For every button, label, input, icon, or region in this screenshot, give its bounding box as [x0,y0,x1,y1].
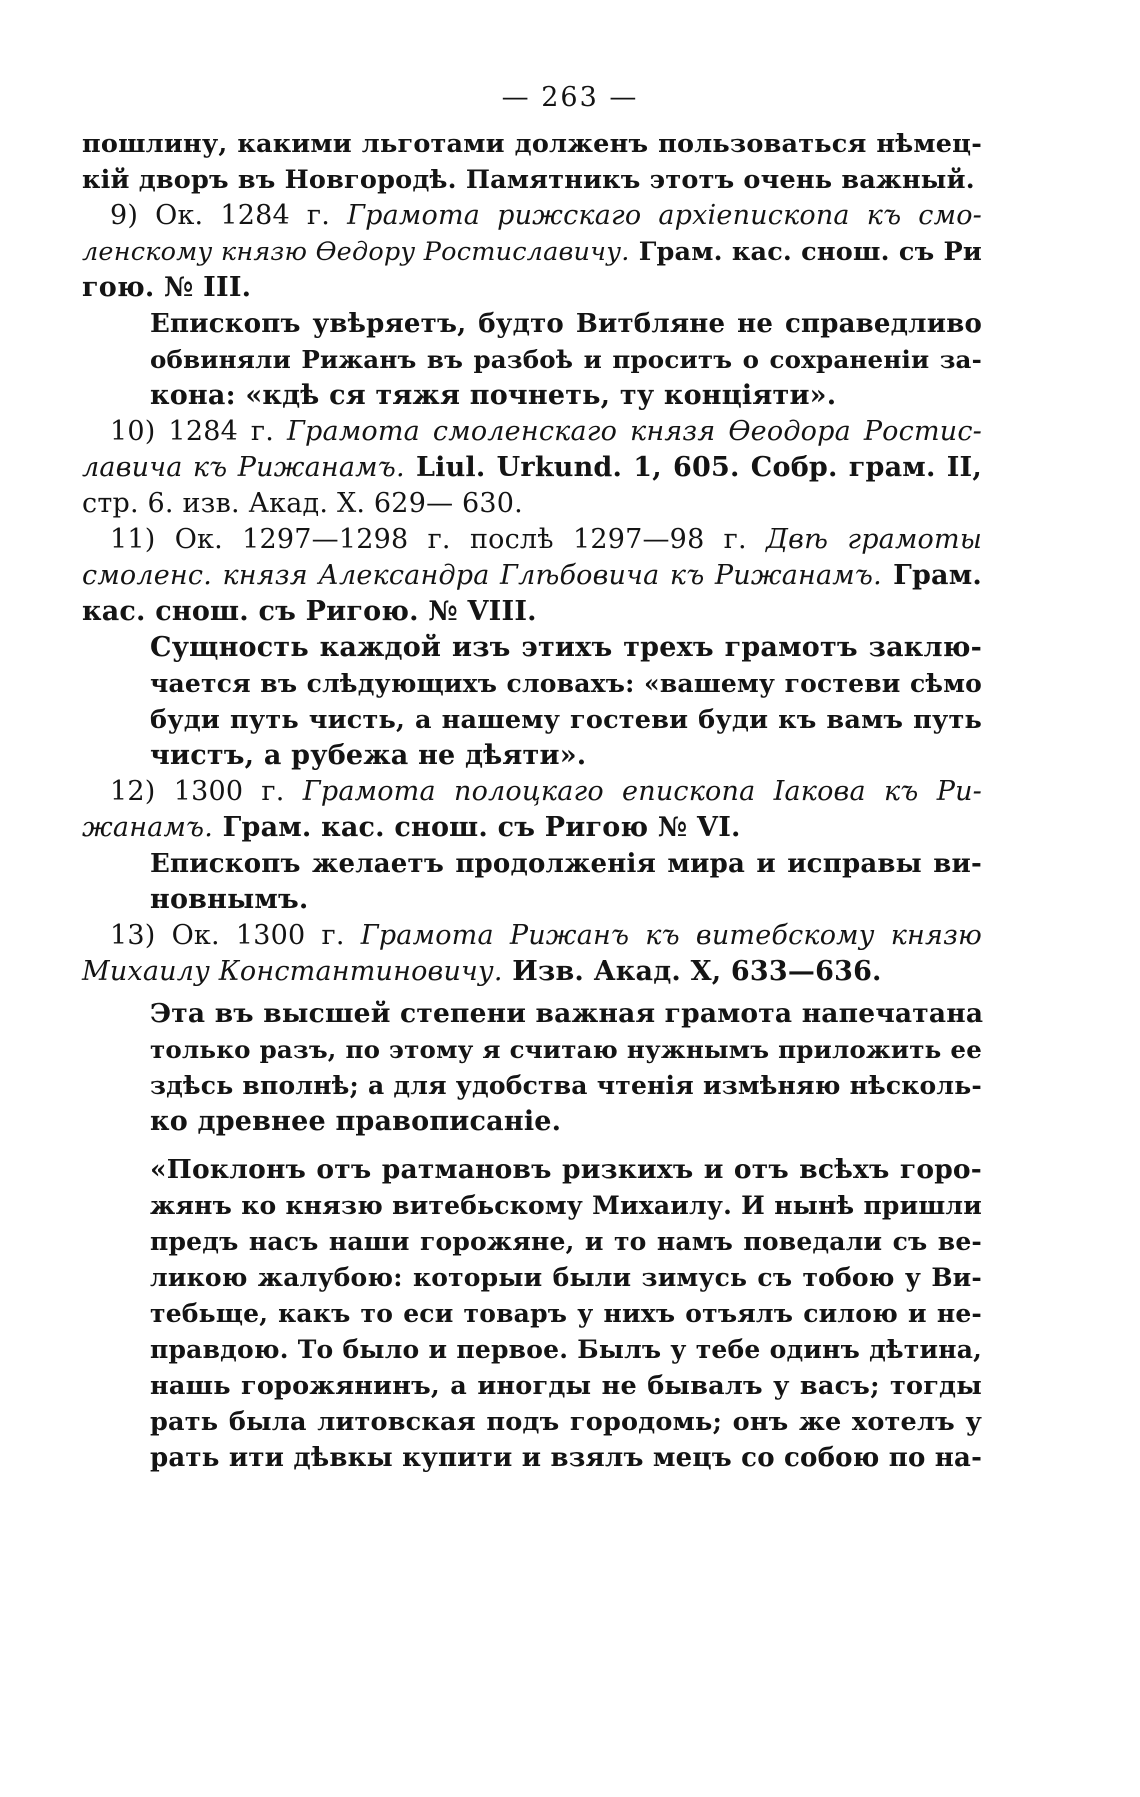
entry-number: 13) Ок. 1300 г. [110,920,361,951]
entry-line [110,414,982,450]
text-line: здѣсь вполнѣ; а для удобства чтенія измѣняю нѣсколь- [150,1071,982,1100]
entry-number: 12) 1300 г. [110,776,303,807]
quote-line: «Поклонъ отъ ратмановъ ризкихъ и отъ всѣхъ горо- [150,1154,982,1185]
text-line: Эта въ высшей степени важная грамота напечатана [150,998,984,1029]
quote-line: предъ насъ наши горожяне, и то намъ поведали съ ве- [150,1227,982,1256]
text-line: гою. № III. [82,272,252,303]
text-line: новнымъ. [150,884,309,915]
entry-line [82,450,982,486]
entry-line [82,234,982,270]
entry-line [110,198,982,234]
entry-title: смоленс. князя Александра Глѣбовича къ Рижанамъ. [82,560,882,591]
entry-title: лавича къ Рижанамъ. [82,452,405,483]
text-line: кас. снош. съ Ригою. № VIII. [82,596,537,627]
quote-line: жянъ ко князю витебьскому Михаилу. И нынѣ пришли [150,1191,982,1220]
entry-source: Liul. Urkund. 1, 605. Собр. грам. II, [404,452,982,483]
text-line: Епископъ желаетъ продолженія мира и исправы ви- [150,849,982,879]
text-line: только разъ, по этому я считаю нужнымъ приложить ее [150,1035,982,1064]
text-line: чается въ слѣдующихъ словахъ: «вашему гостеви сѣмо [150,669,982,698]
entry-title: Грамота рижскаго архіепископа къ смо- [347,200,982,231]
quote-line: правдою. То было и первое. Былъ у тебе одинъ дѣтина, [150,1335,982,1364]
entry-line [82,810,982,846]
text-line: кона: «кдѣ ся тяжя почнеть, ту конціяти». [150,380,837,411]
entry-title: Грамота смоленскаго князя Ѳеодора Ростис- [286,416,982,447]
quote-line: тебьще, какъ то еси товаръ у нихъ отъялъ силою и не- [150,1299,982,1328]
entry-title: Двѣ грамоты [766,524,983,555]
entry-title: Грамота Рижанъ къ витебскому князю [360,920,982,951]
text-line: Епископъ увѣряетъ, будто Витбляне не справедливо [150,309,982,339]
entry-source: Изв. Акад. X, 633—636. [502,956,882,987]
entry-number: 10) 1284 г. [110,416,287,447]
entry-title: жанамъ. [82,812,214,843]
page-number: — 263 — [501,82,639,113]
entry-number: 9) Ок. 1284 г. [110,200,348,231]
entry-source: Грам. кас. снош. съ Ригою № VI. [213,812,741,843]
quote-line: рать ити дѣвкы купити и взялъ мецъ со собою по на- [150,1443,983,1473]
entry-source: Грам. [881,560,982,591]
entry-title: Грамота полоцкаго епископа Іакова къ Ри- [302,776,982,807]
text-line: ко древнее правописаніе. [150,1106,562,1137]
text-line: буди путь чисть, а нашему гостеви буди къ вамъ путь [150,705,982,735]
quote-line: нашь горожянинъ, а иногды не бывалъ у васъ; тогды [150,1371,982,1401]
text-line: чистъ, а рубежа не дѣяти». [150,740,587,771]
text-line: Сущность каждой изъ этихъ трехъ грамотъ заклю- [150,632,982,663]
entry-line [82,954,982,990]
text-line: кій дворъ въ Новгородѣ. Памятникъ этотъ очень важный. [82,165,975,195]
text-line: пошлину, какими льготами долженъ пользоваться нѣмец- [82,129,982,159]
entry-line [110,774,982,810]
entry-title: Михаилу Константиновичу. [82,956,503,987]
entry-source: Грам. кас. снош. съ Ри [629,237,982,267]
entry-line [82,558,982,594]
quote-line: ликою жалубою: которыи были зимусь съ тобою у Ви- [150,1263,982,1292]
text-line: обвиняли Рижанъ въ разбоѣ и проситъ о сохраненіи за- [150,345,982,374]
quote-line: рать была литовская подъ городомь; онъ же хотелъ у [150,1407,982,1437]
entry-line [110,522,982,558]
entry-line [110,918,982,954]
entry-number: 11) Ок. 1297—1298 г. послѣ 1297—98 г. [110,524,767,555]
entry-title: ленскому князю Ѳедору Ростиславичу. [82,237,630,267]
text-line: стр. 6. изв. Акад. X. 629— 630. [82,488,523,519]
